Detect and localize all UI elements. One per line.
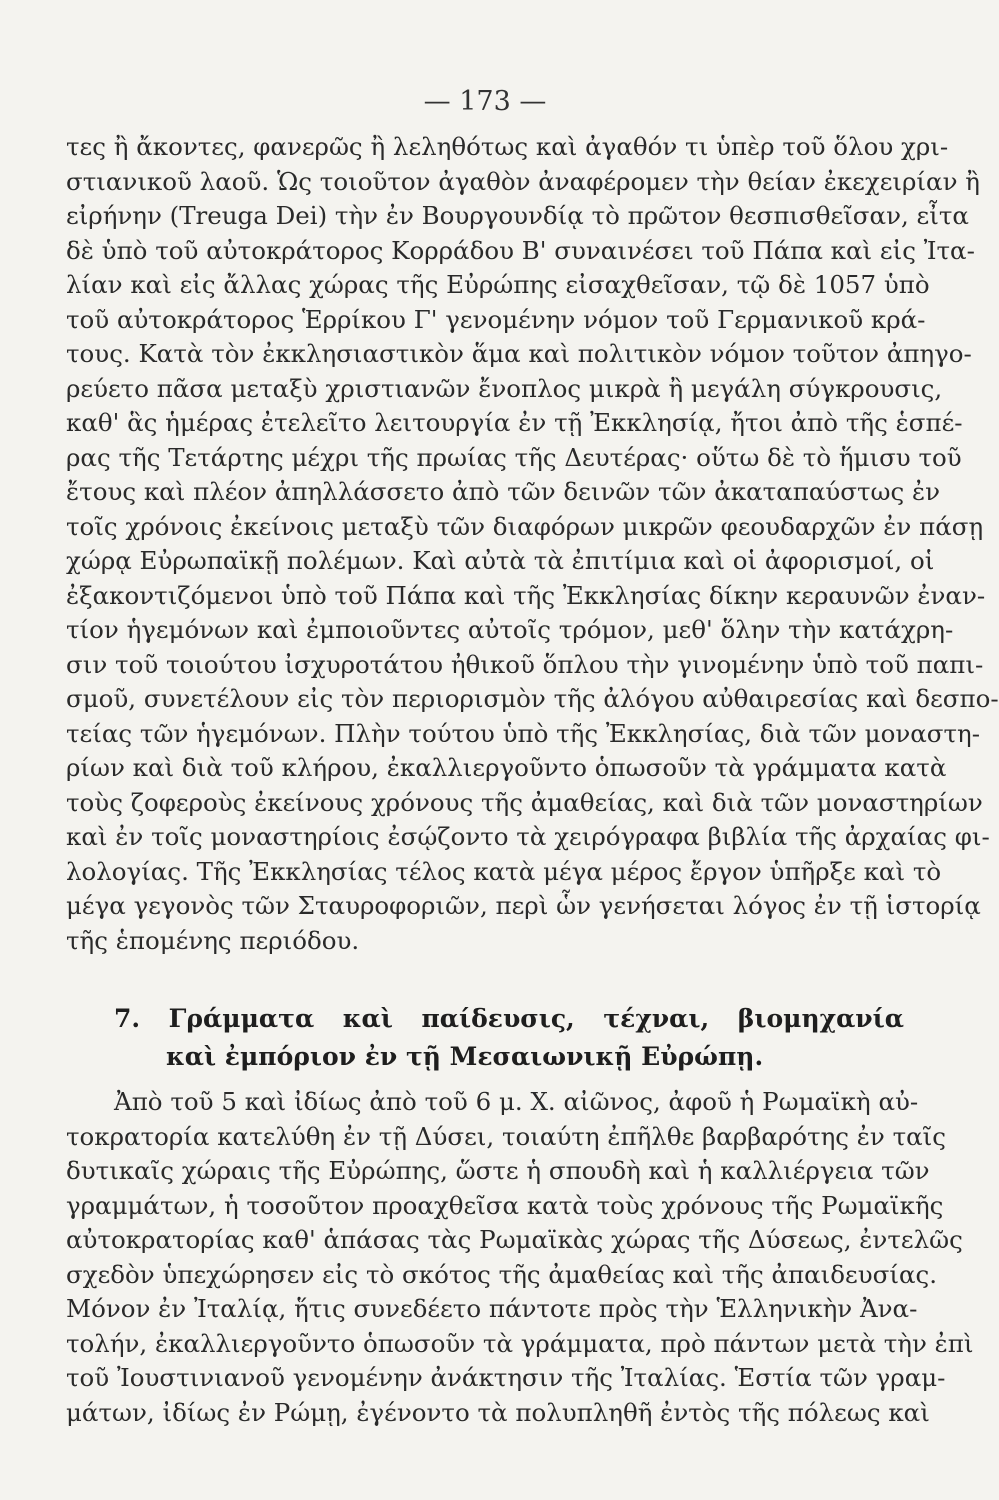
text-line: τίον ἡγεμόνων καὶ ἐμποιοῦντες αὐτοῖς τρόμον, μεθ' ὅλην τὴν κατάχρη- <box>66 615 954 644</box>
text-line: ρίων καὶ διὰ τοῦ κλήρου, ἐκαλλιεργοῦντο ὁπωσοῦν τὰ γράμματα κατὰ <box>66 753 947 782</box>
text-line: σχεδὸν ὑπεχώρησεν εἰς τὸ σκότος τῆς ἀμαθείας καὶ τῆς ἀπαιδευσίας. <box>66 1259 938 1289</box>
section-heading <box>66 1000 904 1076</box>
text-line: λίαν καὶ εἰς ἄλλας χώρας τῆς Εὐρώπης εἰσαχθεῖσαν, τῷ δὲ 1057 ὑπὸ <box>66 270 930 299</box>
text-line: τείας τῶν ἡγεμόνων. Πλὴν τούτου ὑπὸ τῆς Ἐκκλησίας, διὰ τῶν μοναστη- <box>66 718 981 748</box>
text-line: δὲ ὑπὸ τοῦ αὐτοκράτορος Κορράδου Β' συναινέσει τοῦ Πάπα καὶ εἰς Ἰτα- <box>66 235 975 265</box>
text-line: δυτικαῖς χώραις τῆς Εὐρώπης, ὥστε ἡ σπουδὴ καὶ ἡ καλλιέργεια τῶν <box>66 1156 930 1185</box>
text-line: χώρᾳ Εὐρωπαϊκῇ πολέμων. Καὶ αὐτὰ τὰ ἐπιτίμια καὶ οἱ ἀφορισμοί, οἱ <box>66 546 935 575</box>
text-line: μέγα γεγονὸς τῶν Σταυροφοριῶν, περὶ ὧν γενήσεται λόγος ἐν τῇ ἱστορίᾳ <box>66 891 981 920</box>
section-heading-line-1: 7. Γράμματα καὶ παίδευσις, τέχναι, βιομηχανία <box>114 1004 904 1033</box>
text-line: τῆς ἑπομένης περιόδου. <box>66 925 360 955</box>
text-line: ρας τῆς Τετάρτης μέχρι τῆς πρωίας τῆς Δευτέρας· οὕτω δὲ τὸ ἥμισυ τοῦ <box>66 442 962 472</box>
text-line: στιανικοῦ λαοῦ. Ὡς τοιοῦτον ἀγαθὸν ἀναφέρομεν τὴν θείαν ἐκεχειρίαν ἢ <box>66 166 980 196</box>
text-line: τες ἢ ἄκοντες, φανερῶς ἢ λεληθότως καὶ ἀγαθόν τι ὑπὲρ τοῦ ὅλου χρι- <box>66 132 949 161</box>
text-line: σμοῦ, συνετέλουν εἰς τὸν περιορισμὸν τῆς ἀλόγου αὐθαιρεσίας καὶ δεσπο- <box>66 684 999 713</box>
text-line: σιν τοῦ τοιούτου ἰσχυροτάτου ἠθικοῦ ὅπλου τὴν γινομένην ὑπὸ τοῦ παπι- <box>66 649 984 679</box>
text-line: γραμμάτων, ἡ τοσοῦτον προαχθεῖσα κατὰ τοὺς χρόνους τῆς Ρωμαϊκῆς <box>66 1190 944 1220</box>
text-line: τοὺς ζοφεροὺς ἐκείνους χρόνους τῆς ἀμαθείας, καὶ διὰ τῶν μοναστηρίων <box>66 787 983 817</box>
text-line: μάτων, ἰδίως ἐν Ρώμῃ, ἐγένοντο τὰ πολυπληθῆ ἐντὸς τῆς πόλεως καὶ <box>66 1397 930 1427</box>
paragraph-1 <box>66 130 999 958</box>
text-line: τολήν, ἐκαλλιεργοῦντο ὁπωσοῦν τὰ γράμματα, πρὸ πάντων μετὰ τὴν ἐπὶ <box>66 1328 974 1358</box>
paragraph-2 <box>66 1085 974 1430</box>
text-line: τοῖς χρόνοις ἐκείνοις μεταξὺ τῶν διαφόρων μικρῶν φεουδαρχῶν ἐν πάσῃ <box>66 511 984 541</box>
text-line: τοῦ αὐτοκράτορος Ἑρρίκου Γ' γενομένην νόμον τοῦ Γερμανικοῦ κρά- <box>66 304 926 334</box>
text-line: εἰρήνην (Treuga Dei) τὴν ἐν Βουργουνδίᾳ τὸ πρῶτον θεσπισθεῖσαν, εἶτα <box>66 201 969 230</box>
text-line: ἐξακοντιζόμενοι ὑπὸ τοῦ Πάπα καὶ τῆς Ἐκκλησίας δίκην κεραυνῶν ἐναν- <box>66 580 986 610</box>
text-line: τοκρατορία κατελύθη ἐν τῇ Δύσει, τοιαύτη ἐπῆλθε βαρβαρότης ἐν ταῖς <box>66 1121 947 1151</box>
text-line: τοῦ Ἰουστινιανοῦ γενομένην ἀνάκτησιν τῆς Ἰταλίας. Ἑστία τῶν γραμ- <box>66 1363 946 1392</box>
page-number: — 173 — <box>423 86 547 117</box>
text-line: ρεύετο πᾶσα μεταξὺ χριστιανῶν ἔνοπλος μικρὰ ἢ μεγάλη σύγκρουσις, <box>66 373 943 403</box>
text-line: Μόνον ἐν Ἰταλίᾳ, ἥτις συνεδέετο πάντοτε πρὸς τὴν Ἑλληνικὴν Ἀνα- <box>66 1294 918 1323</box>
text-line: λολογίας. Τῆς Ἐκκλησίας τέλος κατὰ μέγα μέρος ἔργον ὑπῆρξε καὶ τὸ <box>66 856 942 886</box>
text-line: ἔτους καὶ πλέον ἀπηλλάσσετο ἀπὸ τῶν δεινῶν τῶν ἀκαταπαύστως ἐν <box>66 477 941 506</box>
text-line: καὶ ἐν τοῖς μοναστηρίοις ἐσῴζοντο τὰ χειρόγραφα βιβλία τῆς ἀρχαίας φι- <box>66 822 990 851</box>
text-line: αὐτοκρατορίας καθ' ἁπάσας τὰς Ρωμαϊκὰς χώρας τῆς Δύσεως, ἐντελῶς <box>66 1225 963 1254</box>
text-line: Ἀπὸ τοῦ 5 καὶ ἰδίως ἀπὸ τοῦ 6 μ. Χ. αἰῶνος, ἀφοῦ ἡ Ρωμαϊκὴ αὐ- <box>114 1087 919 1116</box>
text-line: τους. Κατὰ τὸν ἐκκλησιαστικὸν ἅμα καὶ πολιτικὸν νόμον τοῦτον ἀπηγο- <box>66 339 972 368</box>
section-heading-line-2: καὶ ἐμπόριον ἐν τῇ Μεσαιωνικῇ Εὐρώπῃ. <box>166 1042 764 1071</box>
text-line: καθ' ἃς ἡμέρας ἐτελεῖτο λειτουργία ἐν τῇ Ἐκκλησίᾳ, ἤτοι ἀπὸ τῆς ἑσπέ- <box>66 408 963 437</box>
